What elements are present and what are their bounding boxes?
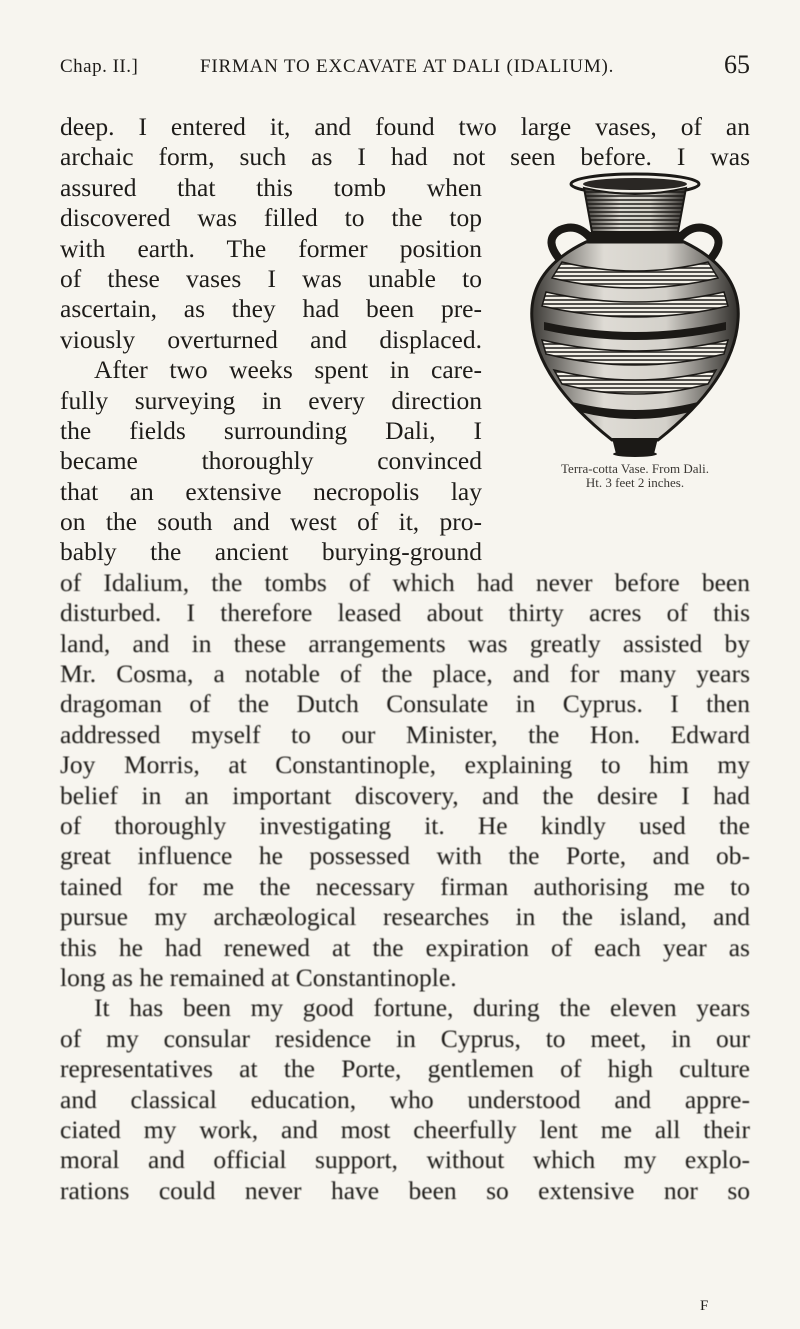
text-line: archaic form, such as I had not seen before. I was [60, 142, 750, 172]
terra-cotta-vase-icon [522, 170, 748, 458]
text-line: rations could never have been so extensive nor so [60, 1175, 750, 1205]
signature-mark: F [700, 1298, 709, 1314]
text-line: discovered was filled to the top [60, 203, 482, 233]
text-line: disturbed. I therefore leased about thirty acres of this [60, 598, 750, 628]
text-line: addressed myself to our Minister, the Hon. Edward [60, 719, 750, 749]
text-line: land, and in these arrangements was greatly assisted by [60, 628, 750, 658]
text-line: fully surveying in every direction [60, 385, 482, 415]
figure-caption [500, 462, 770, 490]
text-line: dragoman of the Dutch Consulate in Cyprus. I then [60, 689, 750, 719]
text-line: Mr. Cosma, a notable of the place, and for many years [60, 659, 750, 689]
text-line: of Idalium, the tombs of which had never before been [60, 567, 750, 597]
text-line: became thoroughly convinced [60, 446, 482, 476]
text-line: moral and official support, without which my explo- [60, 1145, 750, 1175]
running-header [60, 44, 750, 88]
text-line: viously overturned and displaced. [60, 324, 482, 354]
chapter-label: Chap. II.] [60, 56, 139, 77]
text-line: deep. I entered it, and found two large vases, of an [60, 112, 750, 141]
text-line: of these vases I was unable to [60, 263, 482, 293]
text-line: great influence he possessed with the Porte, and ob- [60, 841, 750, 871]
text-line: the fields surrounding Dali, I [60, 415, 482, 445]
text-line: of thoroughly investigating it. He kindly used the [60, 810, 750, 840]
text-line: pursue my archæological researches in the island, and [60, 902, 750, 932]
caption-line: Ht. 3 feet 2 inches. [585, 475, 685, 490]
text-line: of my consular residence in Cyprus, to meet, in our [60, 1023, 750, 1053]
vase-figure [500, 170, 770, 490]
text-line: representatives at the Porte, gentlemen of high culture [60, 1054, 750, 1084]
text-line: ciated my work, and most cheerfully lent me all their [60, 1114, 750, 1144]
text-line: After two weeks spent in care- [94, 355, 482, 385]
text-line: and classical education, who understood and appre- [60, 1084, 750, 1114]
text-line: assured that this tomb when [60, 172, 482, 202]
caption-line: Terra-cotta Vase. From Dali. [561, 461, 709, 476]
text-line: tained for me the necessary firman authorising me to [60, 871, 750, 901]
text-line: long as he remained at Constantinople. [60, 962, 457, 992]
text-line: this he had renewed at the expiration of each year as [60, 932, 750, 962]
running-title: FIRMAN TO EXCAVATE AT DALI (IDALIUM). [200, 56, 615, 77]
text-line: Joy Morris, at Constantinople, explaining to him my [60, 750, 750, 780]
text-line: It has been my good fortune, during the eleven years [94, 993, 750, 1023]
text-line: on the south and west of it, pro- [60, 507, 482, 537]
text-line: bably the ancient burying-ground [60, 537, 482, 567]
text-line: that an extensive necropolis lay [60, 476, 482, 506]
text-line: belief in an important discovery, and the desire I had [60, 780, 750, 810]
page-number: 65 [724, 50, 750, 79]
text-line: ascertain, as they had been pre- [60, 294, 482, 324]
text-line: with earth. The former position [60, 233, 482, 263]
